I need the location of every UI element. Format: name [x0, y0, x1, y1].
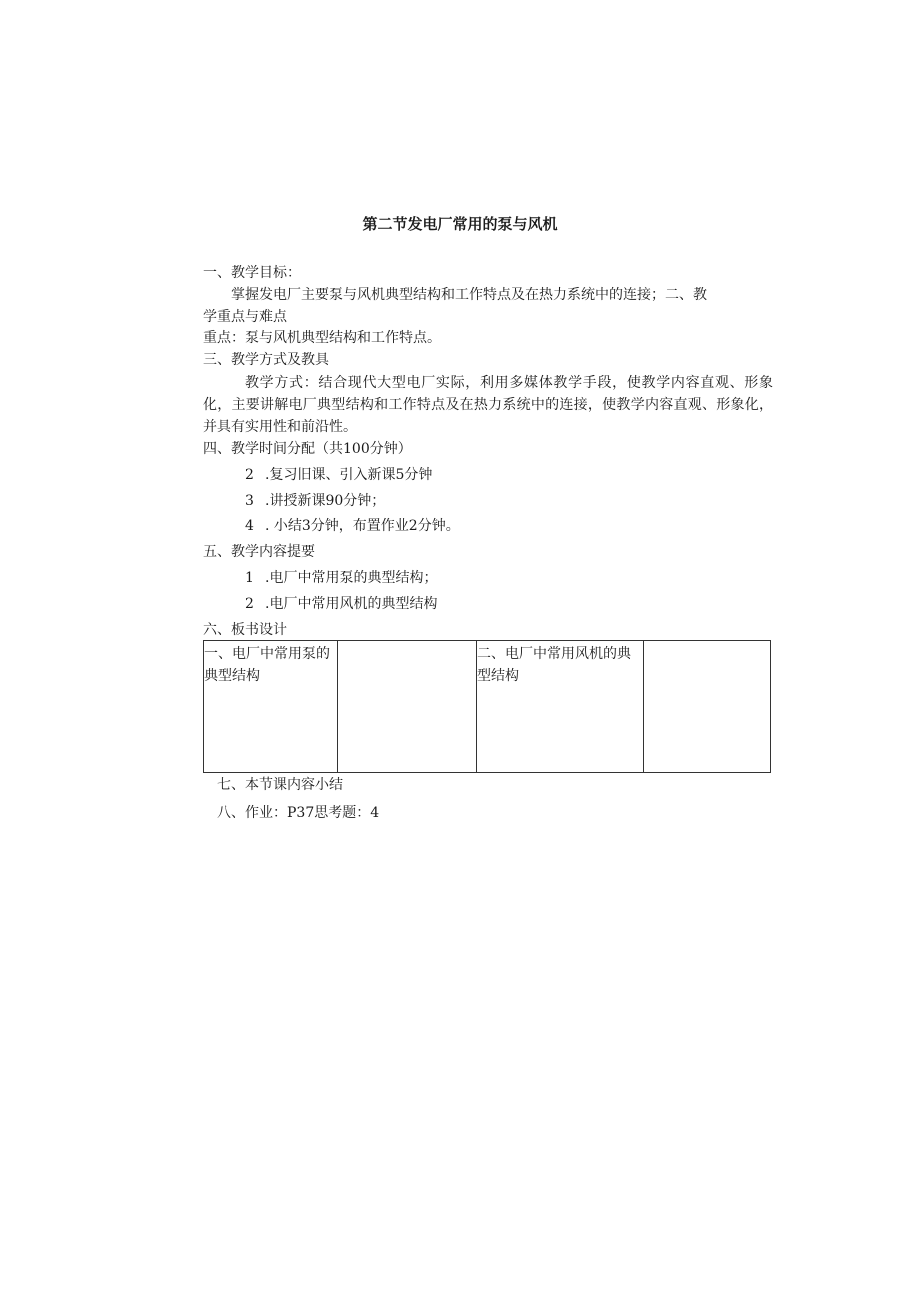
table-row	[204, 641, 771, 773]
section-content-heading: 五、教学内容提要	[203, 544, 315, 560]
objectives-text: 掌握发电厂主要泵与风机典型结构和工作特点及在热力系统中的连接；二、教	[231, 287, 707, 303]
time-item-number: 3	[245, 493, 254, 509]
section-board-heading: 六、板书设计	[203, 622, 287, 638]
section-objectives-heading: 一、教学目标：	[203, 265, 301, 281]
board-cell-blank	[338, 641, 477, 773]
section-methods-heading: 三、教学方式及教具	[203, 352, 329, 368]
time-item-text: .讲授新课90分钟；	[265, 493, 386, 509]
time-item-text: .复习旧课、引入新课5分钟	[265, 467, 433, 483]
time-item-number: 4	[245, 518, 254, 534]
section-time-heading: 四、教学时间分配（共100分钟）	[203, 441, 412, 457]
page-title: 第二节发电厂常用的泵与风机	[362, 215, 558, 233]
board-cell-blank	[644, 641, 771, 773]
time-item-number: 2	[245, 467, 254, 483]
time-item	[245, 465, 432, 485]
section-summary-heading: 七、本节课内容小结	[217, 777, 343, 793]
board-cell-pump: 一、电厂中常用泵的典型结构	[204, 641, 338, 773]
section-homework-heading: 八、作业：P37思考题：4	[217, 805, 380, 821]
content-item-number: 2	[245, 596, 254, 612]
board-cell-fan: 二、电厂中常用风机的典型结构	[477, 641, 644, 773]
content-item-number: 1	[245, 570, 254, 586]
time-item-text: . 小结3分钟，布置作业2分钟。	[265, 518, 460, 534]
time-item	[245, 516, 460, 536]
objectives-body	[203, 284, 773, 328]
objectives-text-continued: 学重点与难点	[203, 309, 287, 325]
methods-body: 教学方式：结合现代大型电厂实际，利用多媒体教学手段，使教学内容直观、形象化，主要讲解电厂典型结构和工作特点及在热力系统中的连接，使教学内容直观、形象化，并具有实用性和前沿性。	[203, 375, 773, 435]
time-item	[245, 491, 385, 511]
content-item-text: .电厂中常用风机的典型结构	[265, 596, 438, 612]
content-item-text: .电厂中常用泵的典型结构；	[265, 570, 438, 586]
content-item	[245, 594, 437, 614]
key-points-line: 重点：泵与风机典型结构和工作特点。	[203, 330, 441, 346]
board-design-table	[203, 640, 771, 773]
content-item	[245, 568, 437, 588]
